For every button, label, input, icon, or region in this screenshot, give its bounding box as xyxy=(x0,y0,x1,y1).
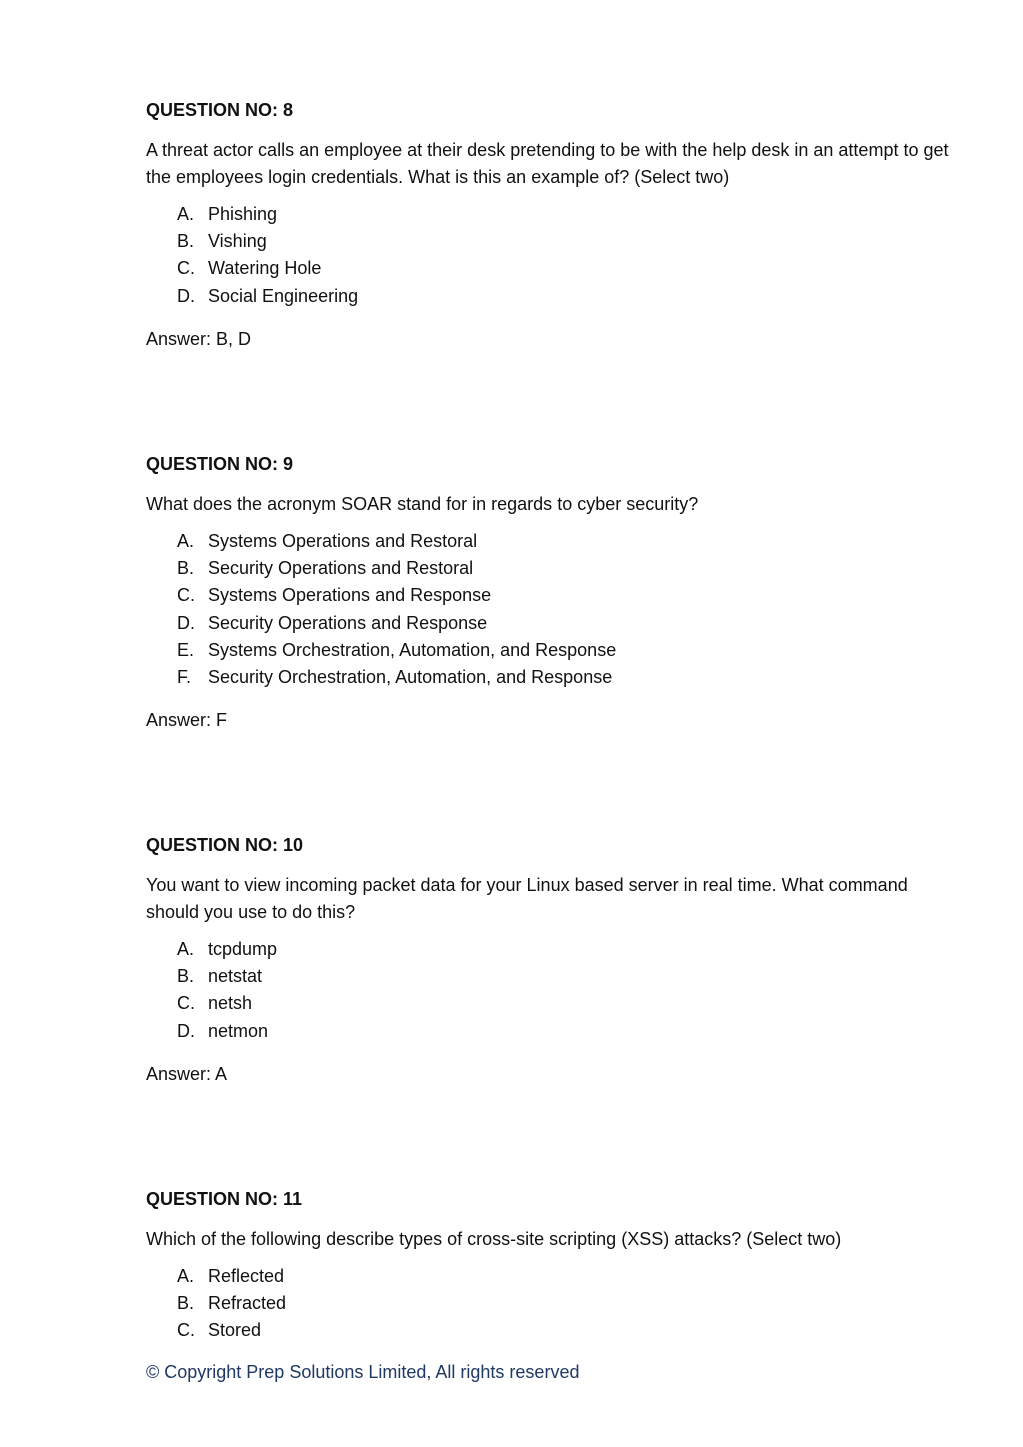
option-letter: D. xyxy=(177,612,195,633)
option-label: netmon xyxy=(208,1020,269,1041)
option-letter: A. xyxy=(177,939,195,959)
option-letter: E. xyxy=(177,639,195,660)
question-text: What does the acronym SOAR stand for in regards to cyber security? xyxy=(146,494,699,514)
option-item xyxy=(177,228,956,255)
option-letter: A. xyxy=(177,531,195,551)
option-label: Security Orchestration, Automation, and Response xyxy=(208,667,613,688)
question-text: You want to view incoming packet data for your Linux based server in real time. What command should you use to do this? xyxy=(146,875,908,922)
option-letter: A. xyxy=(177,1266,195,1286)
option-letter: B. xyxy=(177,558,195,579)
option-letter: B. xyxy=(177,1293,195,1314)
option-label: Systems Orchestration, Automation, and Response xyxy=(208,639,617,660)
options-list xyxy=(146,201,956,310)
option-label: Vishing xyxy=(208,231,267,252)
option-item xyxy=(177,664,956,691)
option-letter: D. xyxy=(177,285,195,306)
copyright-footer: © Copyright Prep Solutions Limited, All rights reserved xyxy=(146,1362,580,1382)
option-label: Stored xyxy=(208,1320,262,1341)
option-item xyxy=(177,1263,956,1290)
question-block-11 xyxy=(146,1188,956,1345)
option-letter: B. xyxy=(177,966,195,987)
question-text: A threat actor calls an employee at their desk pretending to be with the help desk in an attempt to get the employees login credentials. What is this an example of? (Select two) xyxy=(146,140,949,187)
options-list xyxy=(146,528,956,691)
option-item xyxy=(177,201,956,228)
option-label: Watering Hole xyxy=(208,258,322,279)
option-label: Security Operations and Restoral xyxy=(208,558,474,579)
question-title: QUESTION NO: 9 xyxy=(146,454,294,474)
option-item xyxy=(177,963,956,990)
option-label: netstat xyxy=(208,966,263,987)
question-title: QUESTION NO: 8 xyxy=(146,100,294,120)
option-letter: B. xyxy=(177,231,195,252)
option-item xyxy=(177,936,956,963)
question-block-9 xyxy=(146,453,956,731)
option-letter: D. xyxy=(177,1020,195,1041)
option-label: tcpdump xyxy=(208,939,278,959)
option-label: Reflected xyxy=(208,1266,285,1286)
option-label: Systems Operations and Response xyxy=(208,585,492,606)
question-block-8 xyxy=(146,99,956,350)
option-label: netsh xyxy=(208,993,253,1014)
option-letter: A. xyxy=(177,204,195,224)
option-item xyxy=(177,283,956,310)
option-item xyxy=(177,1018,956,1045)
question-block-10 xyxy=(146,834,956,1085)
option-letter: C. xyxy=(177,258,195,279)
option-item xyxy=(177,582,956,609)
question-title: QUESTION NO: 11 xyxy=(146,1189,303,1209)
answer-text: Answer: B, D xyxy=(146,328,252,349)
option-item xyxy=(177,610,956,637)
option-letter: C. xyxy=(177,585,195,606)
question-text: Which of the following describe types of cross-site scripting (XSS) attacks? (Select two) xyxy=(146,1229,842,1249)
option-label: Systems Operations and Restoral xyxy=(208,531,478,551)
option-label: Social Engineering xyxy=(208,285,359,306)
option-item xyxy=(177,255,956,282)
options-list xyxy=(146,1263,956,1345)
options-list xyxy=(146,936,956,1045)
answer-text: Answer: A xyxy=(146,1063,228,1084)
option-label: Phishing xyxy=(208,204,278,224)
option-item xyxy=(177,555,956,582)
option-item xyxy=(177,990,956,1017)
option-label: Refracted xyxy=(208,1293,287,1314)
option-item xyxy=(177,637,956,664)
option-item xyxy=(177,1290,956,1317)
answer-text: Answer: F xyxy=(146,710,228,731)
option-label: Security Operations and Response xyxy=(208,612,488,633)
option-letter: C. xyxy=(177,993,195,1014)
option-item xyxy=(177,528,956,555)
option-letter: C. xyxy=(177,1320,195,1341)
option-letter: F. xyxy=(177,667,192,688)
question-title: QUESTION NO: 10 xyxy=(146,835,304,855)
option-item xyxy=(177,1317,956,1344)
